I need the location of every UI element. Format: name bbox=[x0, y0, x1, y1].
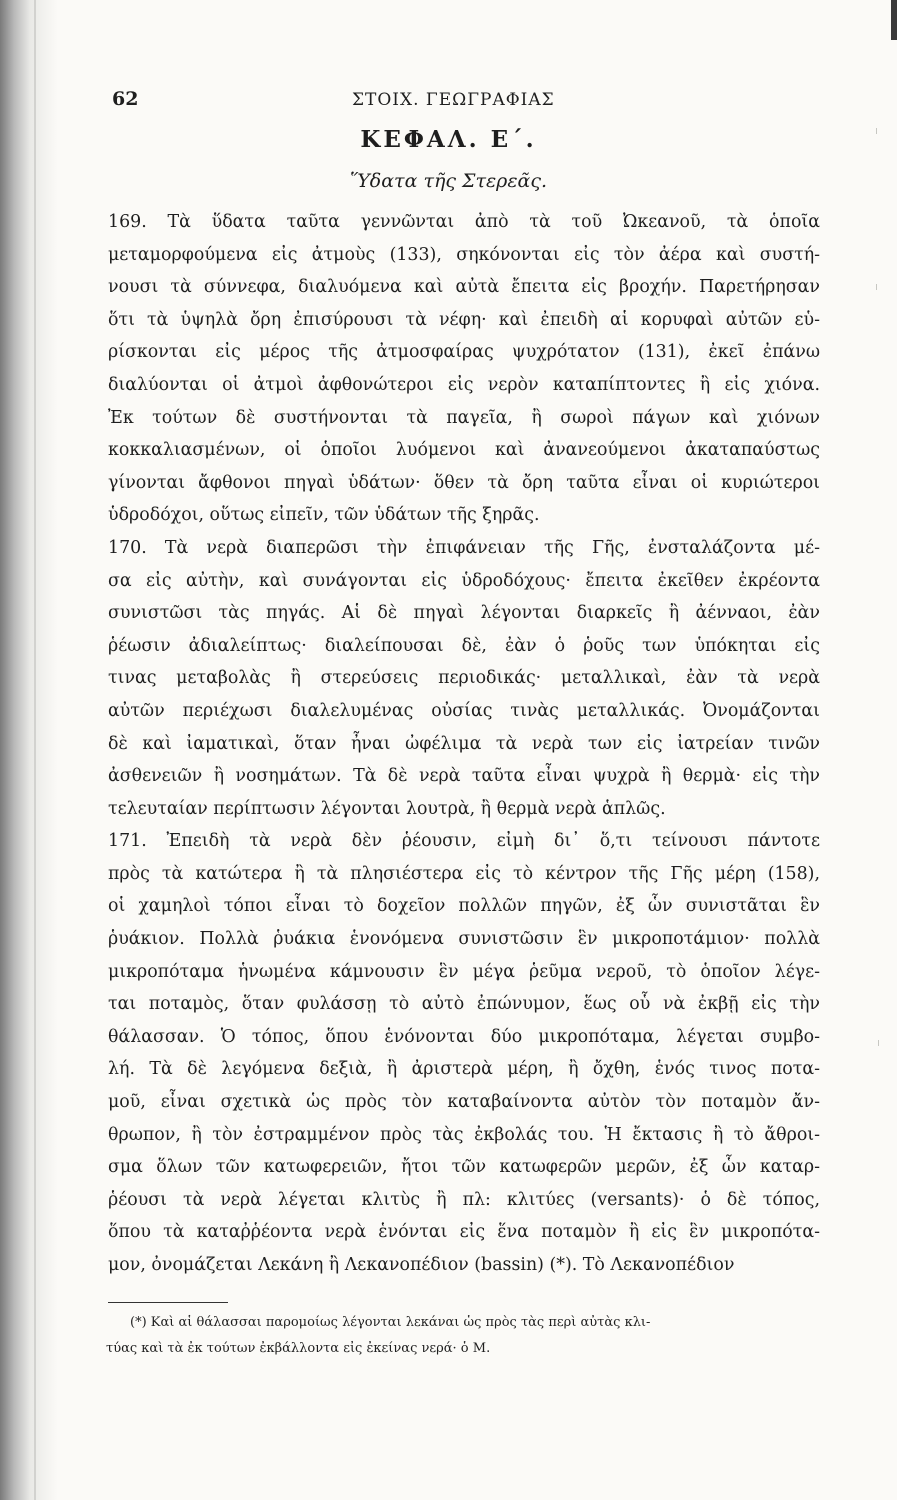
text-line: τινας μεταβολὰς ἢ στερεύσεις περιοδικάς· μεταλλικαὶ, ἐὰν τὰ νερὰ bbox=[108, 668, 820, 689]
text-line: μεταμορφούμενα εἰς ἀτμοὺς (133), σηκόνονται εἰς τὸν ἀέρα καὶ συστή- bbox=[108, 244, 820, 265]
text-line: σμα ὅλων τῶν κατωφερειῶν, ἤτοι τῶν κατωφερῶν μερῶν, ἐξ ὧν καταρ- bbox=[108, 1157, 820, 1178]
text-line: γίνονται ἄφθονοι πηγαὶ ὑδάτων· ὅθεν τὰ ὄρη ταῦτα εἶναι οἱ κυριώτεροι bbox=[108, 472, 820, 493]
text-line: ρίσκονται εἰς μέρος τῆς ἀτμοσφαίρας ψυχρότατον (131), ἐκεῖ ἐπάνω bbox=[108, 342, 820, 363]
text-line: αὐτῶν περιέχωσι διαλελυμένας οὐσίας τινὰς μεταλλικάς. Ὀνομάζονται bbox=[108, 700, 820, 721]
text-line: 169. Τὰ ὕδατα ταῦτα γεννῶνται ἀπὸ τὰ τοῦ Ὠκεανοῦ, τὰ ὁποῖα bbox=[108, 212, 820, 232]
text-line: ῥέωσιν ἀδιαλείπτως· διαλείπουσαι δὲ, ἐὰν ὁ ῥοῦς των ὑπόκηται εἰς bbox=[108, 635, 820, 656]
text-line: ἀσθενειῶν ἢ νοσημάτων. Τὰ δὲ νερὰ ταῦτα εἶναι ψυχρὰ ἢ θερμὰ· εἰς τὴν bbox=[108, 766, 820, 787]
text-line: κοκκαλιασμένων, οἱ ὁποῖοι λυόμενοι καὶ ἀνανεούμενοι ἀκαταπαύστως bbox=[108, 440, 820, 461]
text-line: μοῦ, εἶναι σχετικὰ ὡς πρὸς τὸν καταβαίνοντα αὐτὸν τὸν ποταμὸν ἄν- bbox=[108, 1092, 820, 1113]
text-line: λή. Τὰ δὲ λεγόμενα δεξιὰ, ἢ ἀριστερὰ μέρη, ἢ ὄχθη, ἑνός τινος ποτα- bbox=[108, 1059, 820, 1080]
text-line: νουσι τὰ σύννεφα, διαλυόμενα καὶ αὐτὰ ἔπειτα εἰς βροχήν. Παρετήρησαν bbox=[108, 277, 820, 298]
footnotes bbox=[106, 1310, 820, 1362]
text-line: μικροπόταμα ἡνωμένα κάμνουσιν ἓν μέγα ῥεῦμα νεροῦ, τὸ ὁποῖον λέγε- bbox=[108, 961, 820, 982]
running-title: ΣΤΟΙΧ. ΓΕΩΓΡΑΦΙΑΣ bbox=[352, 90, 555, 110]
body-text bbox=[108, 206, 820, 1282]
text-line: 171. Ἐπειδὴ τὰ νερὰ δὲν ῥέουσιν, εἰμὴ δι᾽ ὅ,τι τείνουσι πάντοτε bbox=[108, 831, 820, 852]
text-line: Ἐκ τούτων δὲ συστήνονται τὰ παγεῖα, ἢ σωροὶ πάγων καὶ χιόνων bbox=[108, 407, 820, 428]
text-line: θάλασσαν. Ὁ τόπος, ὅπου ἑνόνονται δύο μικροπόταμα, λέγεται συμβο- bbox=[108, 1026, 820, 1047]
footnote-rule bbox=[108, 1302, 228, 1303]
text-line: δὲ καὶ ἰαματικαὶ, ὅταν ἦναι ὠφέλιμα τὰ νερὰ των εἰς ἰατρείαν τινῶν bbox=[108, 733, 820, 754]
footnote-line: (*) Καὶ αἱ θάλασσαι παρομοίως λέγονται λεκάναι ὡς πρὸς τὰς περὶ αὐτὰς κλι- bbox=[130, 1315, 651, 1330]
running-head bbox=[112, 88, 822, 114]
text-line: σα εἰς αὐτὴν, καὶ συνάγονται εἰς ὑδροδόχους· ἔπειτα ἐκεῖθεν ἐκρέοντα bbox=[108, 570, 820, 591]
text-line: πρὸς τὰ κατώτερα ἢ τὰ πλησιέστερα εἰς τὸ κέντρον τῆς Γῆς μέρη (158), bbox=[108, 863, 820, 884]
text-line: οἱ χαμηλοὶ τόποι εἶναι τὸ δοχεῖον πολλῶν πηγῶν, ἐξ ὧν συνιστᾶται ἓν bbox=[108, 896, 820, 917]
text-line: διαλύονται οἱ ἀτμοὶ ἀφθονώτεροι εἰς νερὸν καταπίπτοντες ἢ εἰς χιόνα. bbox=[108, 374, 820, 395]
text-line: μον, ὀνομάζεται Λεκάνη ἢ Λεκανοπέδιον (bassin) (*). Τὸ Λεκανοπέδιον bbox=[108, 1255, 735, 1275]
text-line: ῥέουσι τὰ νερὰ λέγεται κλιτὺς ἢ πλ: κλιτύες (versants)· ὁ δὲ τόπος, bbox=[108, 1189, 820, 1210]
scan-edge-line bbox=[34, 0, 36, 1500]
chapter-heading: ΚΕΦΑΛ. Ε΄. bbox=[360, 126, 537, 153]
text-line: ὑδροδόχοι, οὕτως εἰπεῖν, τῶν ὑδάτων τῆς ξηρᾶς. bbox=[108, 505, 540, 526]
scan-edge-shadow bbox=[0, 0, 58, 1500]
page-number: 62 bbox=[112, 88, 139, 110]
text-line: τελευταίαν περίπτωσιν λέγονται λουτρὰ, ἢ θερμὰ νερὰ ἁπλῶς. bbox=[108, 798, 666, 819]
text-line: θρωπον, ἢ τὸν ἐστραμμένον πρὸς τὰς ἐκβολάς του. Ἡ ἔκτασις ἢ τὸ ἄθροι- bbox=[108, 1124, 820, 1145]
margin-mark bbox=[876, 284, 880, 290]
margin-mark bbox=[878, 1040, 882, 1046]
text-line: ὅπου τὰ καταῤῥέοντα νερὰ ἑνόνται εἰς ἕνα ποταμὸν ἢ εἰς ἓν μικροπότα- bbox=[108, 1222, 820, 1243]
margin-mark bbox=[876, 128, 880, 134]
text-line: ται ποταμὸς, ὅταν φυλάσσῃ τὸ αὐτὸ ἐπώνυμον, ἕως οὗ νὰ ἐκβῇ εἰς τὴν bbox=[108, 994, 820, 1015]
text-line: ὅτι τὰ ὑψηλὰ ὄρη ἐπισύρουσι τὰ νέφη· καὶ ἐπειδὴ αἱ κορυφαὶ αὐτῶν εὑ- bbox=[108, 309, 820, 330]
text-line: 170. Τὰ νερὰ διαπερῶσι τὴν ἐπιφάνειαν τῆς Γῆς, ἐνσταλάζοντα μέ- bbox=[108, 537, 820, 558]
chapter-subtitle: Ὕδατα τῆς Στερεᾶς. bbox=[349, 170, 548, 192]
text-line: ῥυάκιον. Πολλὰ ῥυάκια ἑνονόμενα συνιστῶσιν ἓν μικροποτάμιον· πολλὰ bbox=[108, 929, 820, 950]
footnote-line: τύας καὶ τὰ ἐκ τούτων ἐκβάλλοντα εἰς ἐκείνας νερά· ὁ Μ. bbox=[106, 1341, 491, 1356]
scan-corner-mark bbox=[891, 0, 897, 40]
text-line: συνιστῶσι τὰς πηγάς. Αἱ δὲ πηγαὶ λέγονται διαρκεῖς ἢ ἀένναοι, ἐὰν bbox=[108, 603, 820, 624]
